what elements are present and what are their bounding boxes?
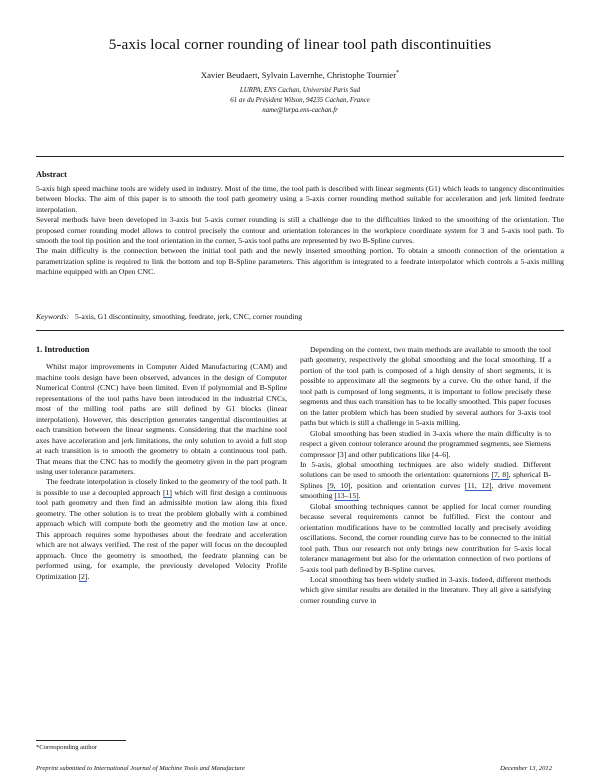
- abstract-paragraph: Several methods have been developed in 3-axis but 5-axis corner rounding is still a challenge due to the difficulties linked to the smoothing of the orientation. The proposed corner rounding model allows to control precisely the contour and orientation tolerances in the workpiece coordinate system for 3 and 5-axis tool path. To smooth the tool tip position and the tool orientation in the corner, 5-axis tool paths are represented by two B-Spline curves.: [36, 215, 564, 246]
- author-footnote-mark: *: [396, 70, 400, 77]
- text-run: , position and orientation curves: [350, 480, 465, 490]
- affiliation-line-1: LURPA, ENS Cachan, Université Paris Sud: [239, 87, 361, 94]
- citation-link[interactable]: [1]: [162, 487, 172, 497]
- affiliation-line-2: 61 av du Président Wilson, 94235 Cachan, France: [230, 97, 370, 104]
- text-run: .: [87, 571, 90, 581]
- abstract-heading: Abstract: [36, 170, 67, 179]
- abstract-bottom-rule: [36, 330, 564, 331]
- citation-link[interactable]: [9, 10]: [327, 480, 351, 490]
- paragraph: [36, 477, 287, 582]
- text-run: .: [358, 491, 361, 501]
- paragraph: [300, 429, 551, 460]
- text-run: Global smoothing has been studied in 3-axis where the main difficulty is to respect a given contour tolerance around the programmed segments, see Siemens compressor: [300, 428, 551, 459]
- abstract-top-rule: [36, 156, 564, 157]
- abstract-paragraph: 5-axis high speed machine tools are widely used in industry. Most of the time, the tool path is described with linear segments (G1) which leads to tangency discontinuities between blocks. The aim of this paper is to smooth the tool path geometry using a 5-axis corner rounding method suitable for acceleration and jerk limited feedrate interpolation.: [36, 184, 564, 214]
- text-run: In 5-axis, global smoothing techniques are also widely studied. Different solutions can be used to smooth the orientation: quaternions: [300, 459, 551, 480]
- abstract-body: [36, 184, 564, 278]
- abstract-paragraph: The main difficulty is the connection between the initial tool path and the newly inserted smoothing portion. To obtain a smooth connection of the orientation a parametrization spline is required to link the bottom and top B-Spline parameters. This algorithm is integrated to a feedrate interpolator which controls a 5-axis milling machine equipped with an Open CNC.: [36, 246, 564, 277]
- keywords-label: Keywords:: [36, 312, 70, 321]
- footnote-rule: [36, 740, 126, 741]
- text-run: , drive movement smoothing: [300, 480, 551, 501]
- citation-link[interactable]: [7, 8]: [491, 470, 509, 480]
- citation-link[interactable]: [11, 12]: [464, 480, 492, 490]
- paragraph: [300, 460, 551, 502]
- text-run: , spherical B-Splines: [300, 470, 551, 490]
- paragraph: Global smoothing techniques cannot be applied for local corner rounding because several requirements cannot be fulfilled. First the contour and orientation modifications have to be controlled locally and precisely avoiding oscillations. Second, the corner rounding curve has to be connected to the initial tool path. Thus our research not only brings new contribution for 5-axis local tolerance management but also for the orientation connection of two portions of 5-axis tool path defined by B-Spline curves.: [300, 501, 551, 574]
- paragraph: Local smoothing has been widely studied in 3-axis. Indeed, different methods which give similar results are detailed in the literature. They all give a satisfying corner rounding curve in: [300, 574, 551, 605]
- section-heading: 1. Introduction: [36, 345, 90, 354]
- footnote: *Corresponding author: [36, 744, 97, 751]
- citation-link[interactable]: [3]: [337, 449, 347, 459]
- citation-link[interactable]: [13–15]: [334, 491, 359, 501]
- paragraph: Whilst major improvements in Computer Aided Manufacturing (CAM) and machine tools design have been observed, advances in the design of Computer Numerical Control (CNC) have been limited. Even if polynomial and B-Spline representations of the tool paths have been introduced in the industrial CNCs, most of the milling tool paths are still defined by G1 blocks (linear interpolation). However, this description generates tangential discontinuities at each transition between the linear segments. Considering that the machine tool axes have acceleration and jerk limitations, the only solution to avoid a full stop at each transition is to smooth the geometry to obtain a continuous tool path. That means that the CNC has to modify the geometry given in the part program using user tolerance parameters.: [36, 362, 287, 476]
- footer-journal: Preprint submitted to International Journal of Machine Tools and Manufacture: [36, 765, 245, 772]
- text-run: and other publications like [4–6].: [346, 449, 451, 459]
- keywords-text: 5-axis, G1 discontinuity, smoothing, feedrate, jerk, CNC, corner rounding: [75, 312, 303, 321]
- text-run: The feedrate interpolation is closely linked to the geometry of the tool path. It is possible to use a decoupled approach: [36, 477, 287, 497]
- footer-date: December 13, 2012: [500, 765, 552, 772]
- paper-title: 5-axis local corner rounding of linear tool path discontinuities: [108, 36, 492, 53]
- right-column: [300, 345, 551, 606]
- paragraph: Depending on the context, two main methods are available to smooth the tool path geometry, respectively the global smoothing and the local smoothing. If a portion of the tool path is composed of a high density of short segments, it is possible to approximate all the segments by a curve. On the other hand, if the tool path is composed of long segments, it is important to follow precisely these segments and thus each transition has to be locally smoothed. This paper focuses on the latter problem which has been studied by several authors for 3-axis tool paths but which is still a challenge in 5-axis milling.: [300, 345, 551, 428]
- text-run: which will first design a continuous tool path geometry and then find an admissible motion law along this fixed geometry. The other solution is to treat the problem globally with a combined approach which will compute both the geometry and the motion law at once. This approach requires some hypotheses about the feedrate and acceleration which are not always verified. The rest of the paper will focus on the decoupled approach. Once the geometry is smoothed, the feedrate planning can be performed using, for example, the previously developed Velocity Profile Optimization: [36, 487, 287, 581]
- authors-text: Xavier Beudaert, Sylvain Lavernhe, Christophe Tournier: [200, 70, 397, 80]
- citation-link[interactable]: [2]: [78, 571, 88, 581]
- affiliation-email: name@lurpa.ens-cachan.fr: [262, 107, 338, 114]
- author-list: [0, 70, 600, 80]
- keywords: [36, 312, 564, 321]
- left-column: [36, 345, 287, 582]
- affiliation: [0, 86, 600, 116]
